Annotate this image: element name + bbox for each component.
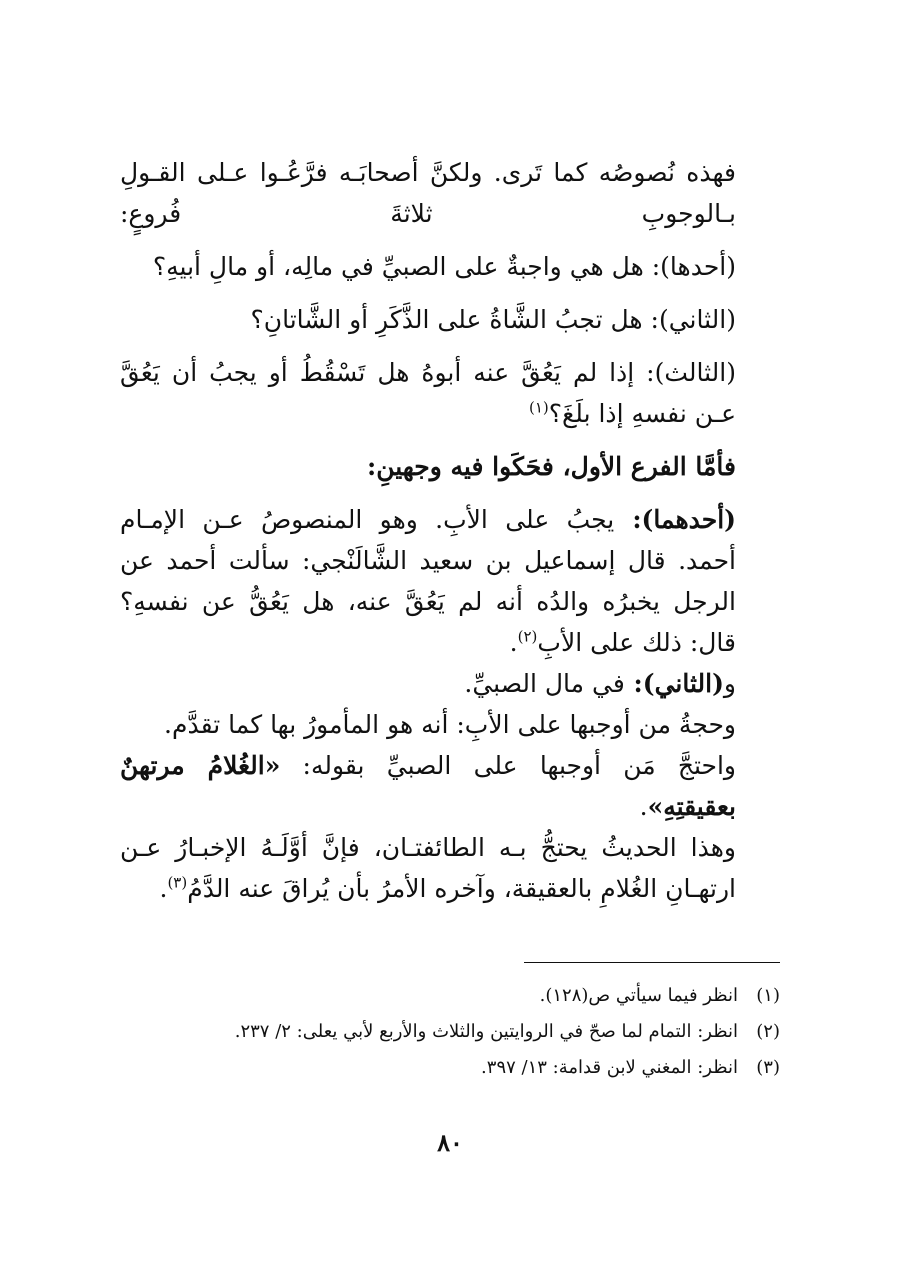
footnote-3-number: (٣) xyxy=(756,1057,780,1078)
paragraph-9-text: واحتجَّ مَن أوجبها على الصبيِّ بقوله: xyxy=(280,751,736,780)
paragraph-2-text: (أحدها): هل هي واجبةٌ على الصبيِّ في مالِه، أو مالِ أبيهِ؟ xyxy=(152,252,736,281)
footnote-divider xyxy=(524,962,780,963)
footnote-1 xyxy=(120,978,780,1014)
hadith-quote: «الغُلامُ مرتهنٌ بعقيقتِهِ» xyxy=(120,751,736,821)
paragraph-10 xyxy=(120,827,780,909)
paragraph-1-text: فهذه نُصوصُه كما تَرى. ولكنَّ أصحابَـه فرَّعُـوا عـلى القـولِ بـالوجوبِ ثلاثةَ فُروعٍ: xyxy=(120,158,736,228)
paragraph-9 xyxy=(120,745,780,827)
paragraph-8-text: وحجةُ من أوجبها على الأبِ: أنه هو المأمورُ بها كما تقدَّم. xyxy=(164,710,736,739)
paragraph-6 xyxy=(120,499,780,663)
paragraph-7-prefix: و xyxy=(723,669,736,698)
paragraph-9-tail: . xyxy=(639,792,648,821)
paragraph-4-text: (الثالث): إذا لم يَعُقَّ عنه أبوهُ هل تَسْقُطُ أو يجبُ أن يَعُقَّ عـن نفسهِ إذا بلَغَ؟ xyxy=(120,358,736,428)
footnote-3 xyxy=(120,1050,780,1086)
paragraph-3 xyxy=(120,299,780,340)
footnote-3-text: انظر: المغني لابن قدامة: ١٣/ ٣٩٧. xyxy=(481,1057,738,1078)
paragraph-1 xyxy=(120,152,780,234)
footnote-1-text: انظر فيما سيأتي ص(١٢٨). xyxy=(539,985,738,1006)
paragraph-5 xyxy=(120,446,780,487)
footnote-ref-1[interactable]: (١) xyxy=(528,398,549,417)
main-text xyxy=(120,152,780,909)
paragraph-2 xyxy=(120,246,780,287)
paragraph-7-text: في مال الصبيِّ. xyxy=(464,669,625,698)
page-number: ٨٠ xyxy=(437,1128,463,1157)
paragraph-4 xyxy=(120,352,780,434)
paragraph-7 xyxy=(120,663,780,704)
paragraph-6-tail: . xyxy=(509,628,518,657)
paragraph-6-text: يجبُ على الأبِ. وهو المنصوصُ عـن الإمـام أحمد. قال إسماعيل بن سعيد الشَّالَنْجي: سألت أحمد عن الرجل يخبرُه والدُه أنه لم يَعُقَّ عنه، هل يَعُقُّ عن نفسهِ؟ قال: ذلك على الأبِ xyxy=(120,505,736,657)
footnote-2 xyxy=(120,1014,780,1050)
paragraph-10-tail: . xyxy=(159,874,168,903)
paragraph-7-lead: (الثاني): xyxy=(624,669,724,698)
paragraph-10-text: وهذا الحديثُ يحتجُّ بـه الطائفتـان، فإنَّ أوَّلَـهُ الإخبـارُ عـن ارتهـانِ الغُلامِ بالعقيقة، وآخره الأمرُ بأن يُراقَ عنه الدَّمُ xyxy=(120,833,736,903)
footnote-1-number: (١) xyxy=(756,985,780,1006)
paragraph-3-text: (الثاني): هل تجبُ الشَّاةُ على الذَّكَرِ أو الشَّاتانِ؟ xyxy=(250,305,736,334)
paragraph-5-text: فأمَّا الفرع الأول، فحَكَوا فيه وجهينِ: xyxy=(366,452,736,481)
footnote-2-text: انظر: التمام لما صحّ في الروايتين والثلاث والأربع لأبي يعلى: ٢/ ٢٣٧. xyxy=(234,1021,738,1042)
footnote-ref-3[interactable]: (٣) xyxy=(167,873,188,892)
paragraph-8 xyxy=(120,704,780,745)
footnote-2-number: (٢) xyxy=(756,1021,780,1042)
paragraph-6-lead: (أحدهما): xyxy=(614,505,736,534)
footnotes xyxy=(120,978,780,1086)
footnote-ref-2[interactable]: (٢) xyxy=(517,627,538,646)
